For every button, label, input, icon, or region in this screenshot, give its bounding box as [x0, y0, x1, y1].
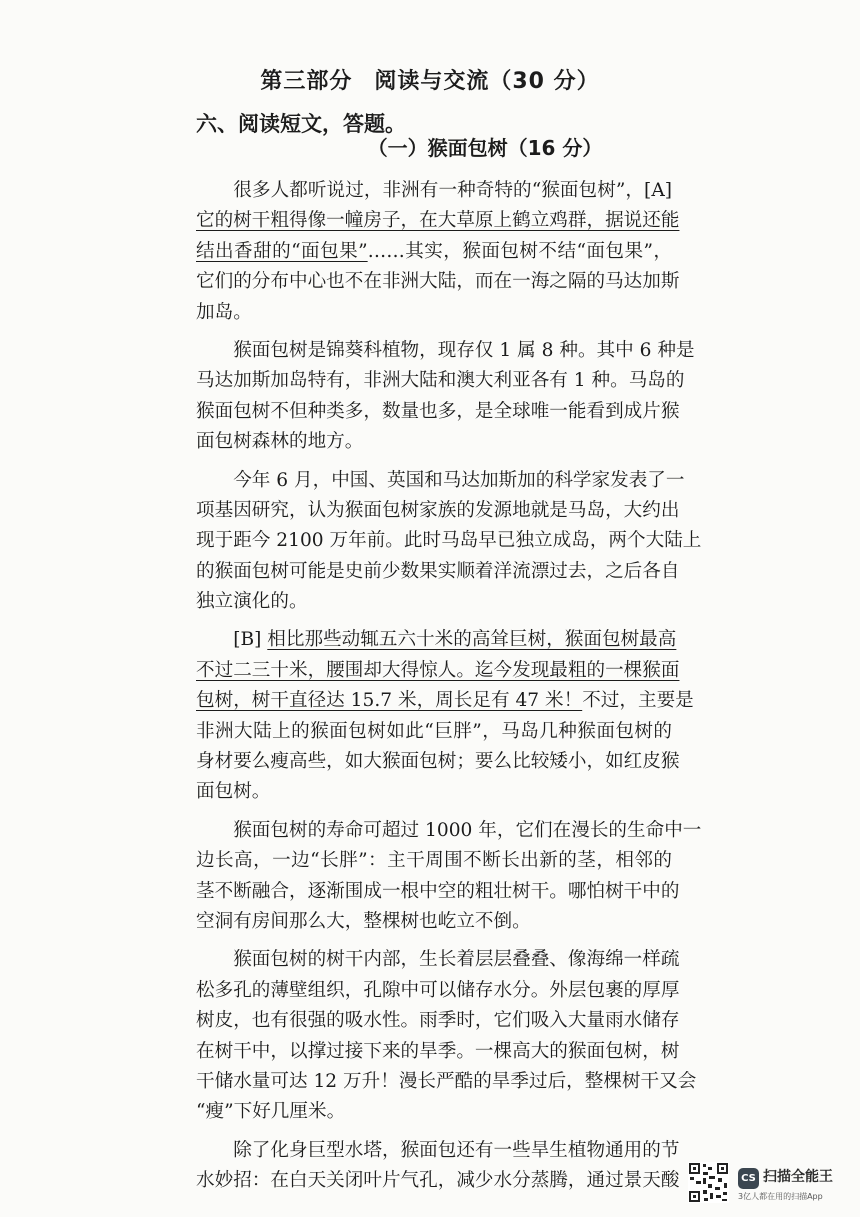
- text-line: [196, 1136, 680, 1166]
- text-segment: 今年 6 月，中国、英国和马达加斯加的科学家发表了一: [196, 469, 685, 491]
- text-line: [196, 557, 680, 587]
- text-segment: 猴面包树的树干内部，生长着层层叠叠、像海绵一样疏: [196, 949, 680, 971]
- text-segment: 现于距今 2100 万年前。此时马岛早已独立成岛，两个大陆上: [196, 530, 702, 552]
- text-segment: 项基因研究，认为猴面包树家族的发源地就是马岛，大约出: [196, 499, 680, 521]
- text-segment: 边长高，一边“长胖”：主干周围不断长出新的茎，相邻的: [196, 850, 672, 872]
- text-line: [196, 907, 672, 937]
- text-segment: 猴面包树的寿命可超过 1000 年，它们在漫长的生命中一: [196, 819, 702, 841]
- text-segment: 树皮，也有很强的吸水性。雨季时，它们吸入大量雨水储存: [196, 1010, 680, 1032]
- text-segment: 很多人都听说过，非洲有一种奇特的“猴面包树”，[A]: [196, 180, 672, 201]
- text-segment: 干储水量可达 12 万升！漫长严酷的旱季过后，整棵树干又会: [196, 1070, 697, 1092]
- text-segment: 面包树。: [196, 781, 271, 803]
- text-segment: 身材要么瘦高些，如大猴面包树；要么比较矮小，如红皮猴: [196, 751, 680, 773]
- underlined-text: 结出香甜的“面包果”: [196, 240, 368, 262]
- text-segment: 它们的分布中心也不在非洲大陆，而在一海之隔的马达加斯: [196, 271, 680, 293]
- text-line: [196, 1037, 680, 1067]
- text-line: [196, 945, 680, 975]
- text-segment: 的猴面包树可能是史前少数果实顺着洋流漂过去，之后各自: [196, 560, 680, 582]
- text-line: [196, 625, 677, 655]
- text-segment: 猴面包树是锦葵科植物，现存仅 1 属 8 种。其中 6 种是: [196, 339, 695, 361]
- text-segment: 加岛。: [196, 301, 252, 323]
- text-line: [196, 466, 685, 496]
- text-segment: 不过，主要是: [582, 690, 694, 712]
- text-segment: “瘦”下好几厘米。: [196, 1101, 346, 1123]
- text-line: [196, 237, 672, 267]
- text-line: [196, 1067, 697, 1097]
- part-title: [0, 64, 860, 95]
- text-line: [196, 846, 672, 876]
- text-segment: 水妙招：在白天关闭叶片气孔，减少水分蒸腾，通过景天酸: [196, 1170, 680, 1192]
- text-segment: 在树干中，以撑过接下来的旱季。一棵高大的猴面包树，树: [196, 1040, 680, 1062]
- text-line: [196, 176, 672, 206]
- text-segment: 马达加斯加岛特有，非洲大陆和澳大利亚各有 1 种。马岛的: [196, 370, 685, 392]
- part-name: 阅读与交流（30 分）: [374, 69, 600, 94]
- text-segment: 非洲大陆上的猴面包树如此“巨胖”，马岛几种猴面包树的: [196, 720, 672, 742]
- article-title: （一）猴面包树（16 分）: [367, 136, 603, 160]
- text-segment: 空洞有房间那么大，整棵树也屹立不倒。: [196, 910, 531, 932]
- text-segment: ……其实，猴面包树不结“面包果”，: [367, 240, 673, 262]
- camscanner-badge: CS: [738, 1168, 759, 1189]
- text-segment: [B]: [196, 629, 268, 651]
- text-line: [196, 777, 672, 807]
- camscanner-brand: 扫描全能王: [763, 1169, 833, 1185]
- text-line: [196, 1097, 672, 1127]
- underlined-text: 不过二三十米，腰围却大得惊人。迄今发现最粗的一棵猴面: [196, 659, 680, 681]
- text-line: [196, 397, 680, 427]
- text-segment: 松多孔的薄壁组织，孔隙中可以储存水分。外层包裹的厚厚: [196, 979, 680, 1001]
- text-line: [196, 656, 680, 686]
- text-line: [196, 1166, 680, 1196]
- article-body: [196, 176, 702, 1197]
- underlined-text: 它的树干粗得像一幢房子，在大草原上鹤立鸡群，据说还能: [196, 210, 680, 232]
- text-segment: 茎不断融合，逐渐围成一根中空的粗壮树干。哪怕树干中的: [196, 880, 680, 902]
- qr-code-icon: [688, 1162, 729, 1203]
- camscanner-tagline: 3亿人都在用的扫描App: [738, 1192, 823, 1201]
- text-segment: 除了化身巨型水塔，猴面包还有一些旱生植物通用的节: [196, 1139, 680, 1161]
- text-line: [196, 366, 685, 396]
- text-line: [196, 747, 680, 777]
- text-line: [196, 976, 680, 1006]
- text-line: [196, 686, 694, 716]
- text-line: [196, 336, 695, 366]
- text-line: [196, 206, 680, 236]
- text-line: [196, 267, 680, 297]
- text-line: [196, 496, 680, 526]
- text-line: [196, 298, 672, 328]
- text-line: [196, 526, 702, 556]
- text-line: [196, 877, 680, 907]
- text-line: [196, 587, 672, 617]
- text-segment: 独立演化的。: [196, 591, 308, 613]
- section-heading: 六、阅读短文，答题。: [196, 112, 406, 136]
- text-line: [196, 427, 672, 457]
- text-line: [196, 1006, 680, 1036]
- text-segment: 面包树森林的地方。: [196, 431, 364, 453]
- text-segment: 猴面包树不但种类多，数量也多，是全球唯一能看到成片猴: [196, 400, 680, 422]
- text-line: [196, 816, 702, 846]
- underlined-text: 包树，树干直径达 15.7 米，周长足有 47 米！: [196, 690, 583, 712]
- part-label: 第三部分: [260, 69, 353, 94]
- underlined-text: 相比那些动辄五六十米的高耸巨树，猴面包树最高: [267, 629, 677, 651]
- text-line: [196, 717, 672, 747]
